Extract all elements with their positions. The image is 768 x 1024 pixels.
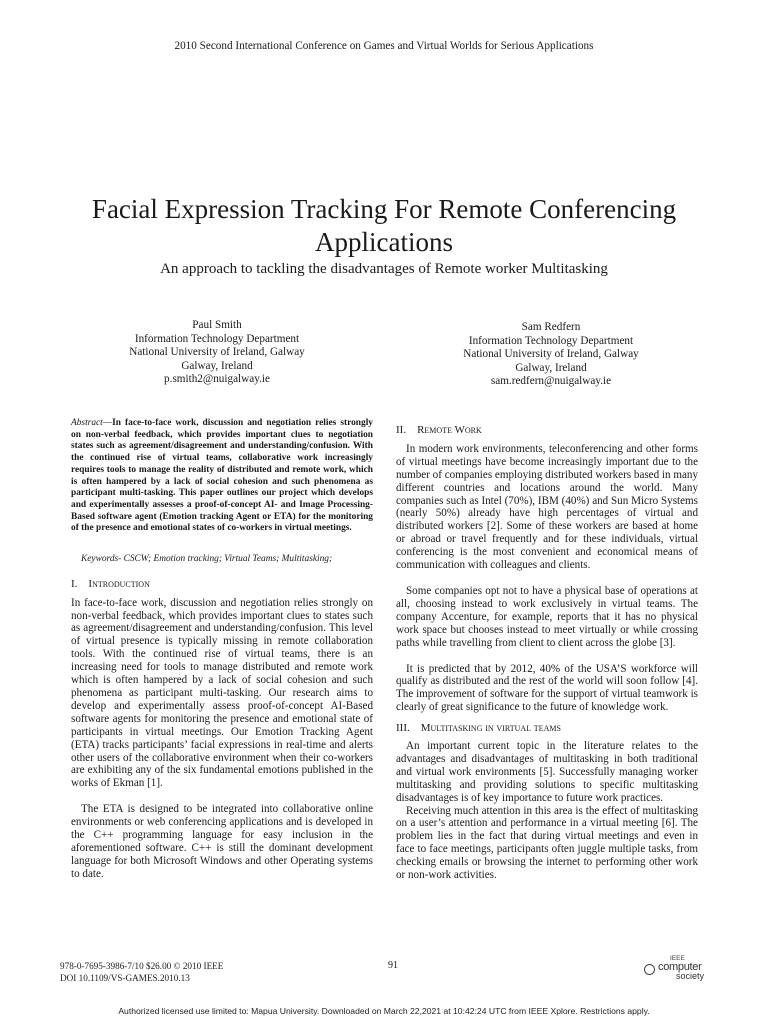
abstract: Abstract—In face-to-face work, discussion and negotiation relies strongly on non-verbal feedback, which provides important clues to negotiation states such as agreement/disagreement and understanding/confusion. With the continued rise of virtual teams, collaborative work increasingly requires tools to manage the reality of distributed and remote work, which is often hampered by a lack of social cohesion and such phenomena as participant multi-tasking. This paper outlines our project which develops and experimentally assesses a proof-of-concept AI- and Image Processing- Based software agent (Emotion tracking Agent or ETA) for the monitoring of the presence and emotional states of co-workers in virtual meetings. [71,418,373,534]
author-dept: Information Technology Department [134,332,300,345]
remote-paragraph-1: In modern work environments, teleconferencing and other forms of virtual meetings have become increasingly important due to the number of companies employing distributed workers based in many different countries and locations around the world. Many companies such as Intel (70%), IBM (40%) and Sun Micro Systems (nearly 50%) already have high percentages of virtual and distributed workers [2]. Some of these workers are based at home or abroad or travel frequently and for these individuals, virtual conferencing is the most convenient and economical means of communication with colleagues and clients. [396,442,698,572]
right-column [396,424,698,882]
author-email: sam.redfern@nuigalway.ie [490,375,612,388]
conference-header: 2010 Second International Conference on Games and Virtual Worlds for Serious Applications [174,40,594,52]
left-column [71,418,373,881]
intro-paragraph-2: The ETA is designed to be integrated into collaborative online environments or web conferencing applications and is developed in the C++ programming language for easy inclusion in the aforementioned software. C++ is still the dominant development language for both Microsoft Windows and other Operating systems to date. [71,803,373,880]
author-email: p.smith2@nuigalway.ie [164,373,270,386]
footer-isbn: 978-0-7695-3986-7/10 $26.00 © 2010 IEEE [60,961,224,971]
remote-paragraph-2: Some companies opt not to have a physical base of operations at all, choosing instead to work exclusively in virtual teams. The company Accenture, for example, reports that it has no physical work space but chooses instead to meet virtually or while crossing paths while travelling from client to client across the globe [3]. [396,584,698,649]
footer-doi: DOI 10.1109/VS-GAMES.2010.13 [60,973,190,983]
section-heading-introduction: I. Introduction [71,577,150,590]
keywords: Keywords- CSCW; Emotion tracking; Virtual Teams; Multitasking; [81,554,333,565]
footer-citation [60,960,223,984]
author-name: Sam Redfern [521,321,581,333]
paper-subtitle: An approach to tackling the disadvantages of Remote worker Multitasking [160,261,608,277]
multitask-paragraph-1: An important current topic in the literature relates to the advantages and disadvantages of multitasking in both traditional and virtual work environments [5]. Successfully managing worker multitasking and providing solutions to specific multitasking disadvantages is of key importance to future work practices. [396,740,698,804]
remote-paragraph-3: It is predicted that by 2012, 40% of the USA’S workforce will qualify as distributed and the rest of the world will soon follow [4]. The improvement of software for the support of virtual teamwork is clearly of great significance to the future of knowledge work. [396,662,698,714]
ieee-computer-society-logo: IEEE computer society [642,955,712,983]
page-number: 91 [388,960,398,971]
section-heading-multitasking: III. Multitasking in virtual teams [396,722,561,735]
paper-title: Facial Expression Tracking For Remote Conferencing Applications [91,194,677,257]
author-location: Galway, Ireland [181,359,253,372]
abstract-label: Abstract [71,418,103,428]
abstract-text: In face-to-face work, discussion and negotiation relies strongly on non-verbal feedback, which provides important clues to negotiation states such as agreement/disagreement and understanding/confusion. With the continued rise of virtual teams, collaborative work increasingly requires tools to manage the reality of distributed and remote work, which is often hampered by a lack of social cohesion and such phenomena as participant multi-tasking. This paper outlines our project which develops and experimentally assesses a proof-of-concept AI- and Image Processing- Based software agent (Emotion tracking Agent or ETA) for the monitoring of the presence and emotional states of co-workers in virtual meetings. [71,418,373,534]
author-dept: Information Technology Department [468,334,634,347]
author-block-2 [401,321,701,389]
logo-mark-icon [644,964,655,975]
authorization-notice: Authorized licensed use limited to: Mapua University. Downloaded on March 22,2021 at 10:42:24 UTC from IEEE Xplore. Restrictions apply. [118,1006,650,1016]
multitask-paragraph-2: Receiving much attention in this area is the effect of multitasking on a user’s attention and performance in a virtual meeting [6]. The problem lies in the fact that during virtual meetings and even in face to face meetings, participants often juggle multiple tasks, from checking emails or browsing the internet to performing other work or non-work activities. [396,804,698,882]
author-univ: National University of Ireland, Galway [463,348,639,361]
intro-paragraph-1: In face-to-face work, discussion and negotiation relies strongly on non-verbal feedback, which provides important clues to states such as agreement/disagreement and understanding/confusion. This level of virtual presence is typically missing in remote collaboration tools. With the continued rise of virtual teams, there is an increasing need for tools to manage distributed and remote work which is often hampered by a lack of social cohesion and such phenomena as participant multi-tasking. Our research aims to develop and experimentally assess proof-of-concept AI-Based software agents for monitoring the presence and emotional state of participants in virtual meetings. Our Emotion Tracking Agent (ETA) tracks participants’ facial expressions in real-time and alerts other users of the collaborative environment when their co-workers are exhibiting any of the six fundamental emotions published in the works of Ekman [1]. [71,596,373,790]
section-heading-remote-work: II. Remote Work [396,424,482,436]
author-name: Paul Smith [192,319,242,331]
author-block-1 [67,319,367,387]
author-univ: National University of Ireland, Galway [129,346,305,359]
author-location: Galway, Ireland [515,361,587,374]
